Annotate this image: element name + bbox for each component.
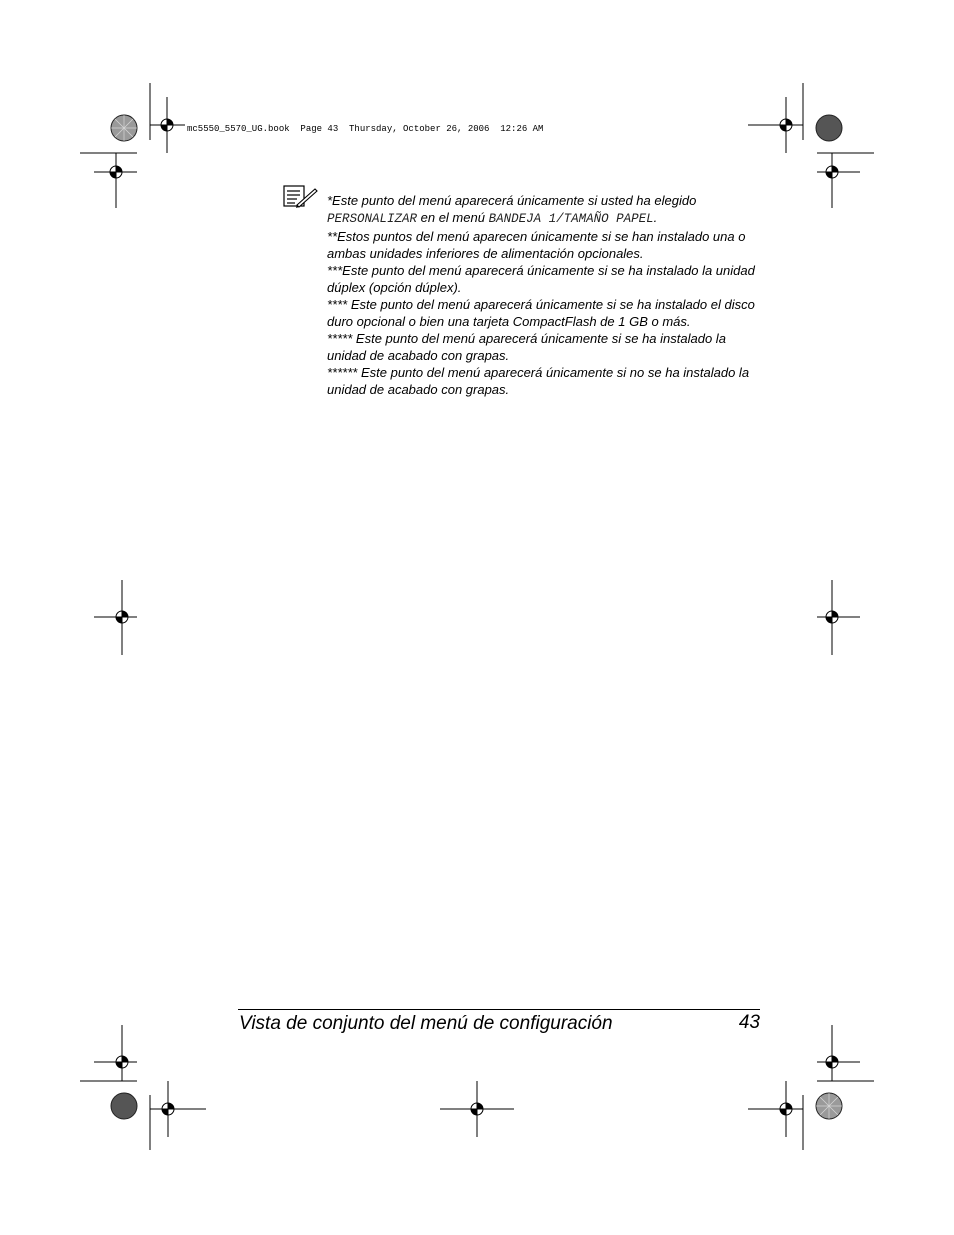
page-number: 43 [738,1012,760,1033]
note-text: **** Este punto del menú aparecerá únicamente si se ha instalado el disco duro opcional o bien una tarjeta CompactFlash de 1 GB o más. [327,297,755,329]
note-paragraph [327,296,767,330]
note-paragraph [327,228,767,262]
note-text: ***** Este punto del menú aparecerá únicamente si se ha instalado la unidad de acabado con grapas. [327,331,726,363]
note-text: *Este punto del menú aparecerá únicamente si usted ha elegido [327,193,697,208]
note-text: ***Este punto del menú aparecerá únicamente si se ha instalado la unidad dúplex (opción dúplex). [327,263,755,295]
footer-rule [238,1009,760,1010]
note-paragraph [327,330,767,364]
note-paragraph [327,192,767,228]
menu-term: PERSONALIZAR [327,212,418,226]
note-paragraph [327,262,767,296]
footer-title: Vista de conjunto del menú de configuración [239,1013,613,1034]
notes-block [327,192,767,398]
note-text: **Estos puntos del menú aparecen únicamente si se han instalado una o ambas unidades inferiores de alimentación opcionales. [327,229,746,261]
menu-term: BANDEJA 1/TAMAÑO PAPEL [488,212,654,226]
note-text: en el menú [417,210,489,225]
note-paragraph [327,364,767,398]
note-text: ****** Este punto del menú aparecerá únicamente si no se ha instalado la unidad de acabado con grapas. [327,365,750,397]
note-pencil-icon [283,185,319,209]
print-header: mc5550_5570_UG.book Page 43 Thursday, October 26, 2006 12:26 AM [187,124,544,134]
note-text: . [653,210,658,225]
